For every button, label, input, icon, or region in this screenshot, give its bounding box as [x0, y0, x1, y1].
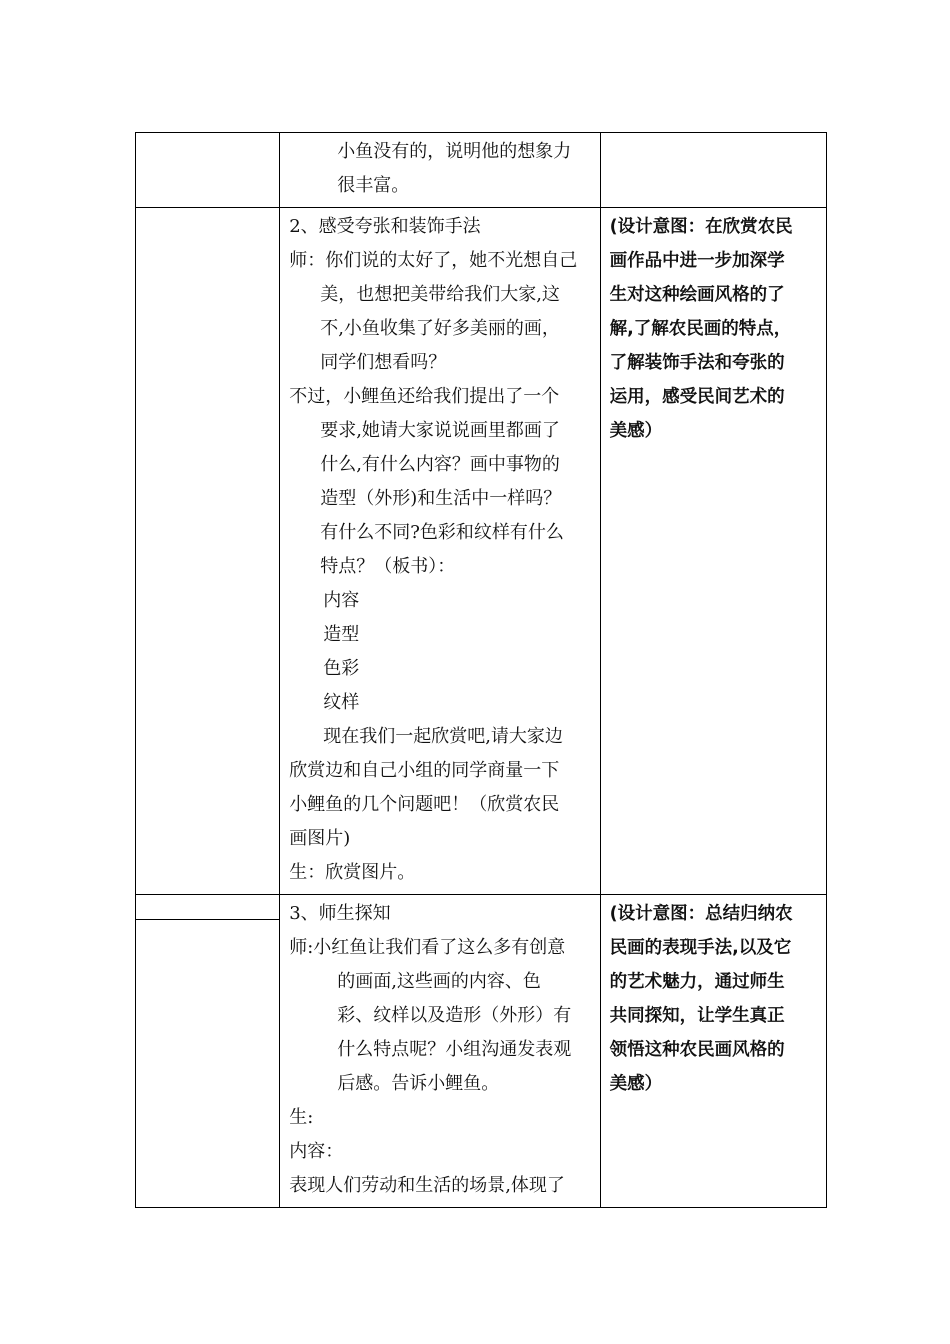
dialogue-line: 现在我们一起欣赏吧,请大家边 — [323, 726, 563, 747]
design-note-cell — [600, 208, 826, 895]
lesson-plan-table — [135, 132, 827, 1208]
dialogue-line: 生: — [289, 1107, 314, 1128]
dialogue-line: 内容： — [289, 1141, 344, 1162]
cell-divider — [136, 919, 279, 920]
section-heading: 3、师生探知 — [289, 903, 391, 924]
dialogue-line: 有什么不同?色彩和纹样有什么 — [320, 522, 564, 543]
design-note-line: 运用，感受民间艺术的 — [609, 387, 785, 407]
section-heading: 2、感受夸张和装饰手法 — [289, 216, 481, 237]
board-item: 纹样 — [323, 692, 360, 713]
stage-cell — [136, 208, 280, 895]
dialogue-line: 同学们想看吗？ — [320, 352, 447, 373]
table-row — [136, 895, 827, 1208]
design-note-line: 解,了解农民画的特点， — [609, 319, 792, 339]
dialogue-line: 欣赏边和自己小组的同学商量一下 — [289, 760, 560, 781]
design-note-line: 领悟这种农民画风格的 — [609, 1040, 785, 1060]
design-note-line: 的艺术魅力，通过师生 — [609, 972, 785, 992]
dialogue-line: 要求,她请大家说说画里都画了 — [320, 420, 560, 441]
design-note-cell — [600, 133, 826, 208]
process-cell — [280, 208, 600, 895]
stage-cell — [136, 895, 280, 1208]
board-item: 色彩 — [323, 658, 360, 679]
table-row — [136, 133, 827, 208]
dialogue-line: 彩、纹样以及造形（外形）有 — [337, 1005, 572, 1026]
design-note-line: 美感） — [609, 421, 663, 441]
design-note-line: 画作品中进一步加深学 — [609, 251, 785, 271]
design-note-line: 美感） — [609, 1074, 663, 1094]
table-row — [136, 208, 827, 895]
process-cell — [280, 133, 600, 208]
design-note-cell — [600, 895, 826, 1208]
dialogue-line: 师：你们说的太好了，她不光想自己 — [289, 250, 578, 271]
dialogue-line: 师:小红鱼让我们看了这么多有创意 — [289, 937, 566, 958]
design-note-line: (设计意图：在欣赏农民 — [609, 217, 793, 237]
process-line: 小鱼没有的，说明他的想象力 — [337, 141, 572, 162]
dialogue-line: 表现人们劳动和生活的场景,体现了 — [289, 1175, 565, 1196]
dialogue-line: 画图片) — [289, 828, 351, 849]
dialogue-line: 什么,有什么内容？画中事物的 — [320, 454, 560, 475]
dialogue-line: 特点？（板书）： — [320, 556, 456, 577]
dialogue-line: 的画面,这些画的内容、色 — [337, 971, 541, 992]
dialogue-line: 不过，小鲤鱼还给我们提出了一个 — [289, 386, 560, 407]
board-item: 造型 — [323, 624, 360, 645]
process-cell — [280, 895, 600, 1208]
dialogue-line: 后感。告诉小鲤鱼。 — [337, 1073, 500, 1094]
dialogue-line: 不,小鱼收集了好多美丽的画， — [320, 318, 560, 339]
process-line: 很丰富。 — [337, 175, 410, 196]
dialogue-line: 什么特点呢？小组沟通发表观 — [337, 1039, 572, 1060]
dialogue-line: 美，也想把美带给我们大家,这 — [320, 284, 560, 305]
design-note-line: 了解装饰手法和夸张的 — [609, 353, 785, 373]
stage-cell — [136, 133, 280, 208]
design-note-line: 共同探知，让学生真正 — [609, 1006, 785, 1026]
design-note-line: (设计意图：总结归纳农 — [609, 904, 793, 924]
dialogue-line: 小鲤鱼的几个问题吧！（欣赏农民 — [289, 794, 560, 815]
dialogue-line: 生：欣赏图片。 — [289, 862, 416, 883]
board-item: 内容 — [323, 590, 360, 611]
design-note-line: 生对这种绘画风格的了 — [609, 285, 785, 305]
dialogue-line: 造型（外形)和生活中一样吗？ — [320, 488, 562, 509]
design-note-line: 民画的表现手法,以及它 — [609, 938, 792, 958]
